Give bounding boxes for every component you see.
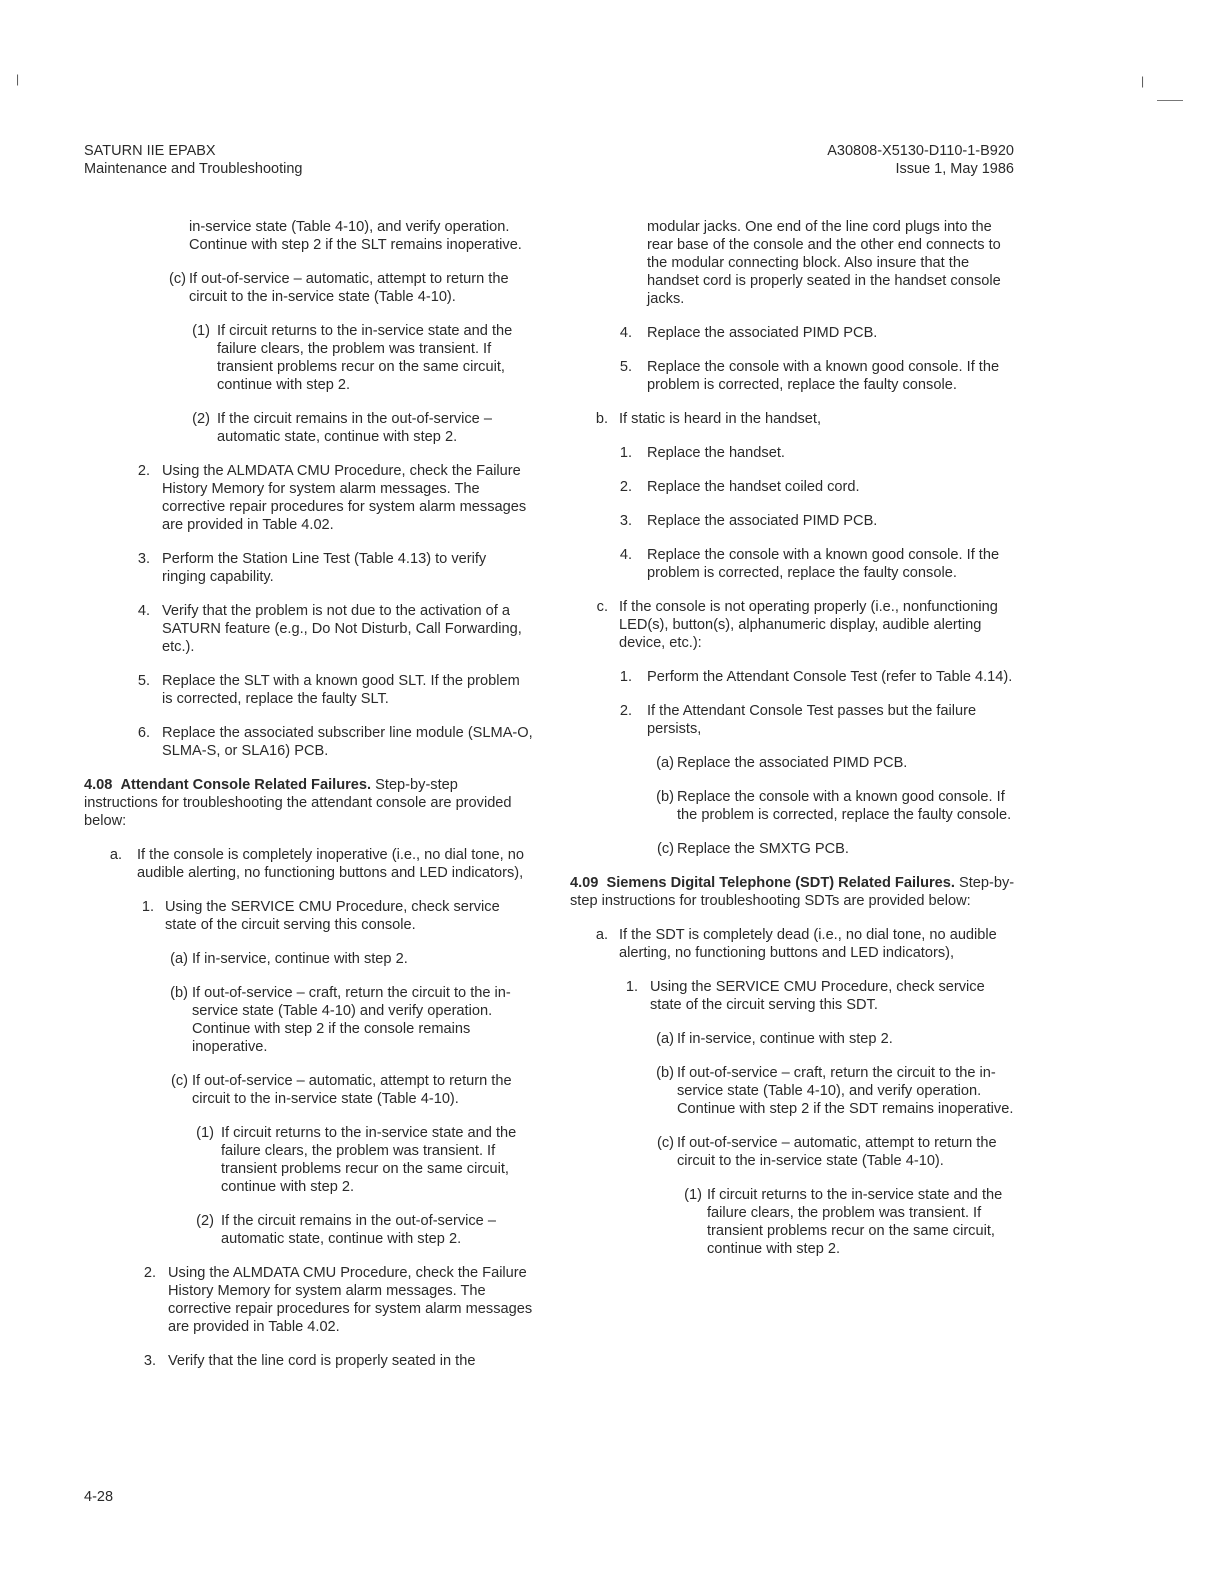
item-text: If the console is completely inoperative (i.e., no dial tone, no audible alerting, no functioning buttons and LED indicators),	[137, 847, 524, 881]
item-text: If in-service, continue with step 2.	[677, 1031, 893, 1047]
section-number: 4.09	[570, 875, 599, 891]
list-item	[570, 1186, 1020, 1258]
section-intro: Step-by-step instructions for troubleshooting SDTs are provided below:	[570, 875, 1015, 909]
item-label: 2.	[143, 1265, 156, 1281]
item-label: (1)	[196, 1125, 214, 1141]
item-label: (a)	[656, 755, 674, 771]
item-label: 3.	[137, 551, 150, 567]
continued-text: modular jacks. One end of the line cord plugs into the rear base of the console and the other end connects to the modular connecting block. Also insure that the handset cord is properly seated in the handset console jacks.	[647, 219, 1001, 307]
list-item	[570, 668, 1020, 686]
item-label: 2.	[619, 479, 632, 495]
item-label: c.	[596, 599, 608, 615]
item-text: If the circuit remains in the out-of-service – automatic state, continue with step 2.	[221, 1213, 496, 1247]
list-item	[84, 270, 534, 306]
page-number: 4-28	[84, 1489, 114, 1505]
item-label: (a)	[170, 951, 188, 967]
item-label: (b)	[170, 985, 188, 1001]
list-item	[84, 322, 534, 394]
item-text: Perform the Attendant Console Test (refer to Table 4.14).	[647, 669, 1013, 685]
section-number: 4.08	[84, 777, 113, 793]
item-label: 1.	[625, 979, 638, 995]
item-label: b.	[595, 411, 608, 427]
list-item	[84, 1072, 534, 1108]
item-text: Replace the associated PIMD PCB.	[647, 513, 878, 529]
item-text: If circuit returns to the in-service state and the failure clears, the problem was transient. If transient problems recur on the same circuit, continue with step 2.	[707, 1187, 1003, 1257]
item-label: a.	[109, 847, 122, 863]
list-item	[570, 702, 1020, 738]
scan-line	[1157, 100, 1183, 101]
item-label: 1.	[619, 669, 632, 685]
item-label: 4.	[137, 603, 150, 619]
list-item	[84, 672, 534, 708]
item-label: (a)	[656, 1031, 674, 1047]
list-item	[84, 846, 534, 882]
list-item	[570, 926, 1020, 962]
item-text: Using the ALMDATA CMU Procedure, check the Failure History Memory for system alarm messages. The corrective repair procedures for system alarm messages are provided in Table 4.02.	[162, 463, 527, 533]
item-label: (2)	[192, 411, 210, 427]
item-label: (c)	[656, 1135, 674, 1151]
left-column	[84, 218, 534, 1386]
item-text: Replace the handset.	[647, 445, 785, 461]
item-label: 6.	[137, 725, 150, 741]
item-text: Verify that the problem is not due to the activation of a SATURN feature (e.g., Do Not Disturb, Call Forwarding, etc.).	[162, 603, 522, 655]
item-label: (c)	[170, 1073, 188, 1089]
item-label: (b)	[656, 789, 674, 805]
item-text: If the console is not operating properly (i.e., nonfunctioning LED(s), button(s), alphanumeric display, audible alerting device, etc.):	[619, 599, 998, 651]
item-text: Replace the SMXTG PCB.	[677, 841, 849, 857]
page-header-right	[780, 142, 1014, 178]
page-header-left	[84, 142, 302, 178]
list-item	[84, 984, 534, 1056]
header-product: SATURN IIE EPABX	[84, 143, 216, 159]
list-item	[84, 724, 534, 760]
item-text: Replace the SLT with a known good SLT. If the problem is corrected, replace the faulty SLT.	[162, 673, 520, 707]
list-item	[84, 1264, 534, 1336]
continued-text: in-service state (Table 4-10), and verify operation. Continue with step 2 if the SLT remains inoperative.	[189, 219, 522, 253]
item-text: Replace the console with a known good console. If the problem is corrected, replace the faulty console.	[647, 547, 1000, 581]
header-doc-number: A30808-X5130-D110-1-B920	[827, 143, 1014, 159]
item-label: 5.	[137, 673, 150, 689]
item-text: If circuit returns to the in-service state and the failure clears, the problem was transient. If transient problems recur on the same circuit, continue with step 2.	[221, 1125, 517, 1195]
item-label: 2.	[137, 463, 150, 479]
section-title: Attendant Console Related Failures.	[120, 777, 372, 793]
item-text: If circuit returns to the in-service state and the failure clears, the problem was transient. If transient problems recur on the same circuit, continue with step 2.	[217, 323, 513, 393]
item-text: Replace the console with a known good console. If the problem is corrected, replace the faulty console.	[677, 789, 1012, 823]
section-title: Siemens Digital Telephone (SDT) Related Failures.	[606, 875, 955, 891]
header-subtitle: Maintenance and Troubleshooting	[84, 161, 303, 177]
list-item	[570, 1064, 1020, 1118]
list-item	[570, 324, 1020, 342]
item-text: Verify that the line cord is properly seated in the	[168, 1353, 476, 1369]
item-text: If out-of-service – craft, return the circuit to the in-service state (Table 4-10), and verify operation. Continue with step 2 if the SDT remains inoperative.	[677, 1065, 1014, 1117]
list-item	[570, 410, 1020, 428]
item-text: If out-of-service – automatic, attempt to return the circuit to the in-service state (Table 4-10).	[189, 271, 509, 305]
item-label: 4.	[619, 547, 632, 563]
item-label: (2)	[196, 1213, 214, 1229]
list-item	[84, 1212, 534, 1248]
item-text: If out-of-service – automatic, attempt to return the circuit to the in-service state (Table 4-10).	[677, 1135, 997, 1169]
item-text: Using the SERVICE CMU Procedure, check service state of the circuit serving this SDT.	[650, 979, 985, 1013]
item-text: If the circuit remains in the out-of-service – automatic state, continue with step 2.	[217, 411, 492, 445]
list-item	[570, 754, 1020, 772]
item-label: 3.	[619, 513, 632, 529]
item-text: If the Attendant Console Test passes but the failure persists,	[647, 703, 977, 737]
item-label: 4.	[619, 325, 632, 341]
item-text: If out-of-service – automatic, attempt to return the circuit to the in-service state (Table 4-10).	[192, 1073, 512, 1107]
list-item	[84, 550, 534, 586]
item-label: a.	[595, 927, 608, 943]
item-text: Replace the associated subscriber line module (SLMA-O, SLMA-S, or SLA16) PCB.	[162, 725, 533, 759]
item-label: (c)	[656, 841, 674, 857]
header-issue: Issue 1, May 1986	[895, 161, 1014, 177]
list-item	[84, 950, 534, 968]
list-item	[84, 1124, 534, 1196]
list-item	[84, 462, 534, 534]
scan-mark: |	[16, 72, 20, 86]
list-item	[570, 358, 1020, 394]
list-item	[570, 444, 1020, 462]
list-item	[570, 978, 1020, 1014]
item-text: If the SDT is completely dead (i.e., no dial tone, no audible alerting, no functioning buttons and LED indicators),	[619, 927, 997, 961]
item-label: 1.	[141, 899, 154, 915]
scan-mark: |	[1141, 74, 1145, 88]
item-text: Replace the associated PIMD PCB.	[677, 755, 908, 771]
list-item	[570, 840, 1020, 858]
item-label: (b)	[656, 1065, 674, 1081]
item-text: If in-service, continue with step 2.	[192, 951, 408, 967]
item-text: If static is heard in the handset,	[619, 411, 821, 427]
item-text: Replace the associated PIMD PCB.	[647, 325, 878, 341]
item-label: 2.	[619, 703, 632, 719]
section-intro: Step-by-step instructions for troubleshooting the attendant console are provided below:	[84, 777, 512, 829]
item-text: Using the SERVICE CMU Procedure, check service state of the circuit serving this console.	[165, 899, 500, 933]
list-item	[84, 602, 534, 656]
list-item	[84, 898, 534, 934]
item-label: (c)	[168, 271, 186, 287]
right-column	[570, 218, 1020, 1274]
item-label: (1)	[192, 323, 210, 339]
list-item	[570, 478, 1020, 496]
list-item	[570, 546, 1020, 582]
section-4-09	[570, 874, 1020, 910]
list-item	[570, 788, 1020, 824]
item-label: 1.	[619, 445, 632, 461]
item-label: 3.	[143, 1353, 156, 1369]
list-item	[570, 598, 1020, 652]
item-text: Replace the console with a known good console. If the problem is corrected, replace the faulty console.	[647, 359, 1000, 393]
item-text: Using the ALMDATA CMU Procedure, check the Failure History Memory for system alarm messages. The corrective repair procedures for system alarm messages are provided in Table 4.02.	[168, 1265, 533, 1335]
item-text: If out-of-service – craft, return the circuit to the in-service state (Table 4-10) and verify operation. Continue with step 2 if the console remains inoperative.	[192, 985, 511, 1055]
list-item	[570, 1030, 1020, 1048]
list-item	[570, 1134, 1020, 1170]
list-item	[570, 512, 1020, 530]
item-label: (1)	[684, 1187, 702, 1203]
list-item	[84, 410, 534, 446]
list-item	[84, 1352, 534, 1370]
item-text: Replace the handset coiled cord.	[647, 479, 860, 495]
section-4-08	[84, 776, 534, 830]
item-label: 5.	[619, 359, 632, 375]
item-text: Perform the Station Line Test (Table 4.13) to verify ringing capability.	[162, 551, 487, 585]
